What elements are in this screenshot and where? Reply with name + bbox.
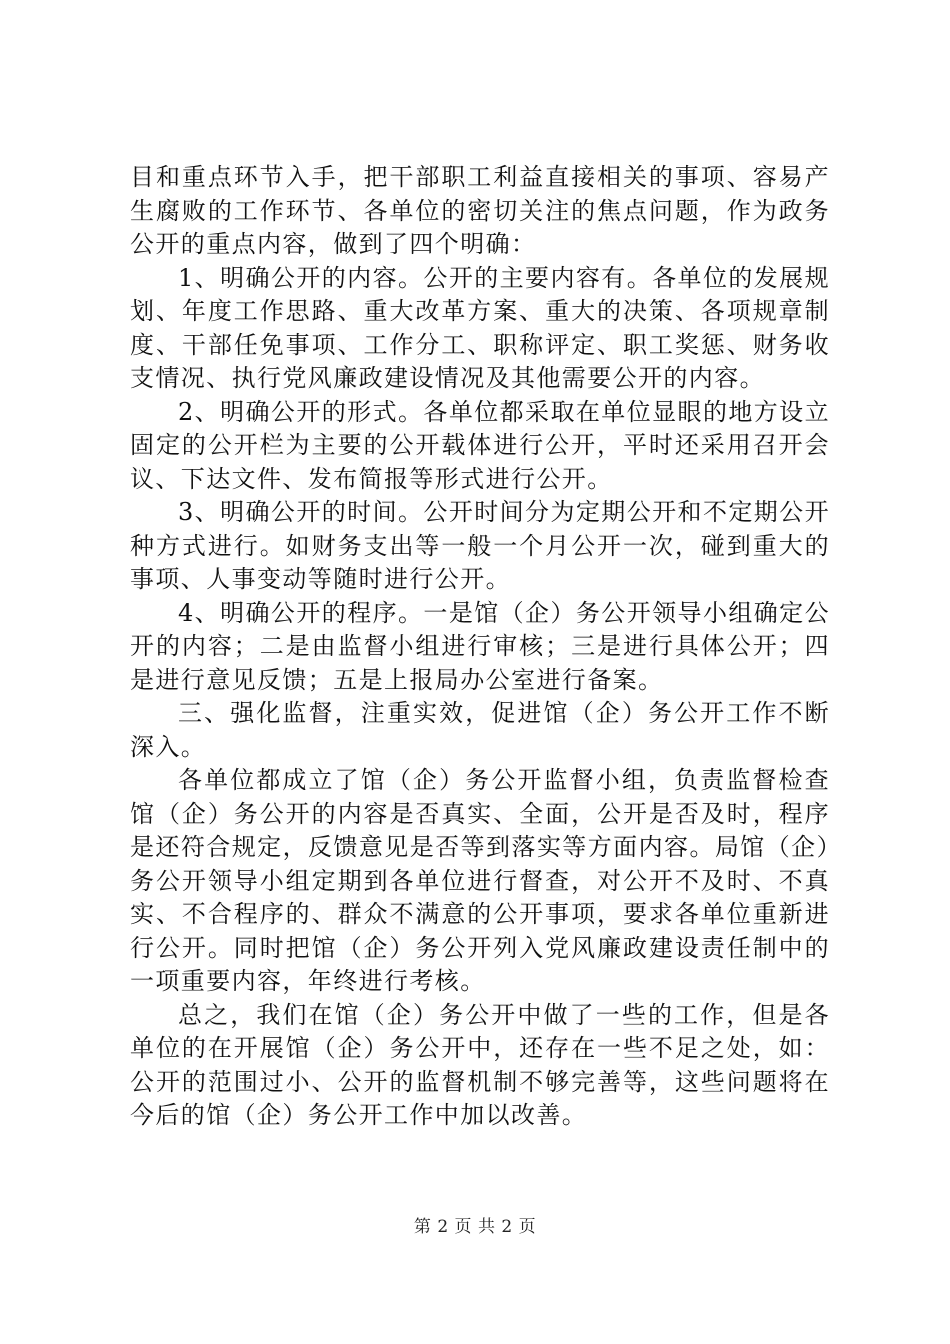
paragraph-item-3: 3、明确公开的时间。公开时间分为定期公开和不定期公开种方式进行。如财务支出等一般一个月公开一次，碰到重大的事项、人事变动等随时进行公开。 xyxy=(130,498,830,593)
document-body xyxy=(130,161,830,1133)
paragraph-summary: 总之，我们在馆（企）务公开中做了一些的工作，但是各单位的在开展馆（企）务公开中，还存在一些不足之处，如：公开的范围过小、公开的监督机制不够完善等，这些问题将在今后的馆（企）务公开工作中加以改善。 xyxy=(130,1000,830,1129)
page-number-footer: 第 2 页 共 2 页 xyxy=(413,1217,537,1237)
paragraph-item-4: 4、明确公开的程序。一是馆（企）务公开领导小组确定公开的内容；二是由监督小组进行审核；三是进行具体公开；四是进行意见反馈；五是上报局办公室进行备案。 xyxy=(130,598,830,694)
paragraph-item-2: 2、明确公开的形式。各单位都采取在单位显眼的地方设立固定的公开栏为主要的公开载体进行公开，平时还采用召开会议、下达文件、发布简报等形式进行公开。 xyxy=(130,397,830,493)
paragraph-continuation: 目和重点环节入手，把干部职工利益直接相关的事项、容易产生腐败的工作环节、各单位的密切关注的焦点问题，作为政务公开的重点内容，做到了四个明确： xyxy=(130,163,830,258)
section-heading-3: 三、强化监督，注重实效，促进馆（企）务公开工作不断深入。 xyxy=(130,699,830,761)
paragraph-supervision: 各单位都成立了馆（企）务公开监督小组，负责监督检查馆（企）务公开的内容是否真实、全面，公开是否及时，程序是还符合规定，反馈意见是否等到落实等方面内容。局馆（企）务公开领导小组定期到各单位进行督查，对公开不及时、不真实、不合程序的、群众不满意的公开事项，要求各单位重新进行公开。同时把馆（企）务公开列入党风廉政建设责任制中的一项重要内容，年终进行考核。 xyxy=(130,766,830,995)
paragraph-item-1: 1、明确公开的内容。公开的主要内容有。各单位的发展规划、年度工作思路、重大改革方案、重大的决策、各项规章制度、干部任免事项、工作分工、职称评定、职工奖惩、财务收支情况、执行党风廉政建设情况及其他需要公开的内容。 xyxy=(130,263,830,392)
